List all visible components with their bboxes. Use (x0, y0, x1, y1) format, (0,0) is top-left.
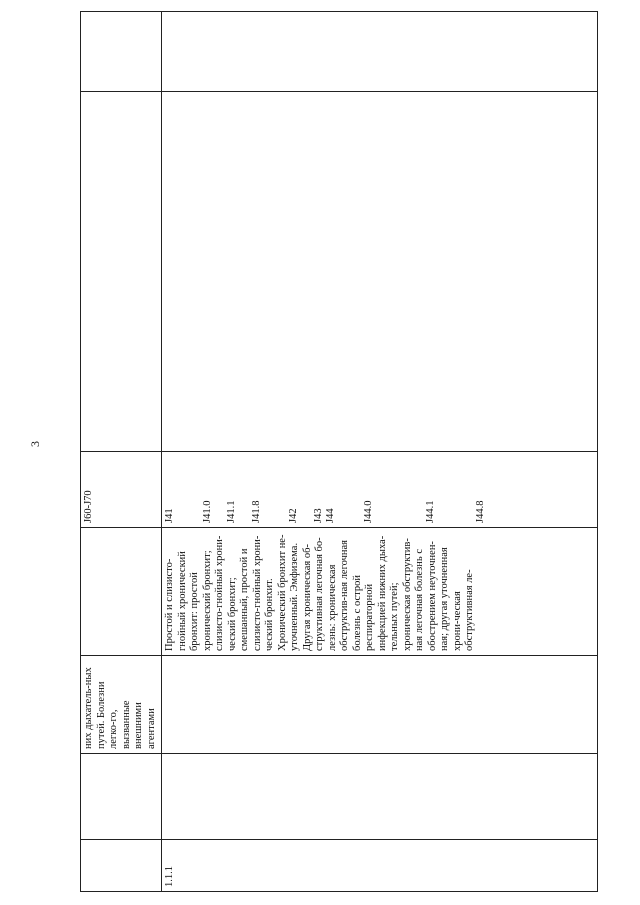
diagnosis-text: Эмфизема. (289, 542, 300, 592)
diagnosis-code: J42 (288, 508, 299, 523)
diagnosis-code: J41 (164, 508, 175, 523)
disease-class-cell: них дыхатель-ных путей. Болезни легко-го, вызванные внешними агентами (81, 656, 162, 754)
diagnosis-text: хроническая обструктив-ная легочная болезнь с острой респираторной инфекцией нижних дыха-тельных путей; (326, 535, 400, 651)
diagnosis-code: J43 (312, 508, 324, 523)
diagnosis-text: Простой и слизисто-гнойный хронический бронхит: (164, 551, 200, 651)
diagnosis-code: J41.0 (201, 500, 213, 523)
diagnosis-text: хроническая обструктив-ная легочная болезнь с обострением неуточнен-ная; (401, 538, 450, 651)
diagnosis-code: J44.8 (474, 500, 486, 523)
diagnosis-code: J41.1 (226, 500, 237, 523)
diagnosis-code: J44 (325, 508, 336, 523)
diagnosis-text: другая уточненная хрони-ческая обструктивная ле- (439, 547, 475, 651)
table-row-top (81, 12, 162, 892)
page-number: 3 (28, 441, 42, 447)
section-number-cell: 1.1.1 (162, 840, 598, 892)
diagnosis-text: смешанный, простой и слизисто-гнойный хрони-ческий бронхит. (239, 535, 275, 651)
diagnosis-code: J44.1 (425, 500, 436, 523)
diagnosis-text: Хронический бронхит не-уточненный. (276, 534, 300, 651)
diagnosis-text: простой хронический бронхит; (189, 550, 213, 651)
codes-cell (162, 452, 598, 528)
diagnoses-cell (162, 528, 598, 656)
rotated-table-wrapper (80, 12, 598, 892)
diagnosis-text: Другая хроническая об-структивная легочная бо-лезнь: (301, 537, 338, 651)
diagnosis-table (80, 11, 598, 892)
diagnosis-text: слизисто-гнойный хрони-ческий бронхит; (214, 535, 238, 651)
code-range-cell: J60-J70 (81, 452, 162, 528)
table-row-main (162, 12, 598, 892)
diagnosis-code: J41.8 (250, 500, 262, 523)
diagnosis-code: J44.0 (362, 500, 374, 523)
